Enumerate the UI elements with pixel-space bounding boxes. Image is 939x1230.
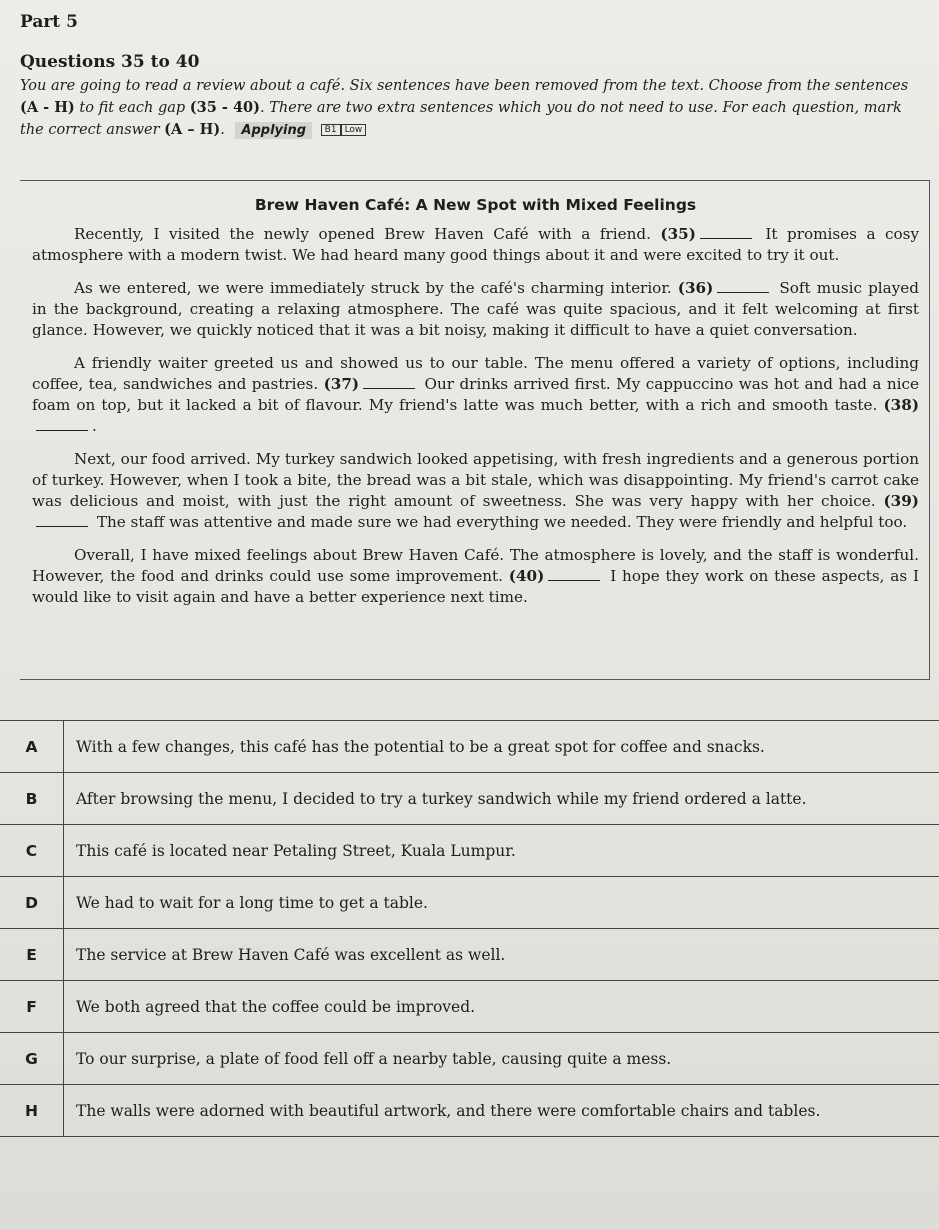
instructions: You are going to read a review about a café. Six sentences have been removed from the text. Choose from the sentences (A - H) to fit each gap (35 - 40). There are two extra sentences which you do not need to use. For each question, mark the correct answer (A – H). Applying B1 Low: [20, 78, 909, 138]
option-letter: H: [0, 1085, 64, 1137]
gap-38-blank[interactable]: [36, 429, 88, 431]
p4-text-a: Next, our food arrived. My turkey sandwich looked appetising, with fresh ingredients and a generous portion of turkey. However, when I took a bite, the bread was a bit stale, which was disappointing. My friend's carrot cake was delicious and moist, with just the right amount of sweetness. She was very happy with her choice.: [32, 450, 919, 510]
p2-text-a: As we entered, we were immediately struck by the café's charming interior.: [74, 279, 672, 297]
option-text: We had to wait for a long time to get a table.: [64, 877, 939, 929]
gap-36-blank[interactable]: [717, 291, 769, 293]
article-paragraph-2: [32, 278, 919, 341]
gap-40-label: (40): [508, 567, 545, 585]
part-heading: Part 5: [20, 12, 78, 32]
option-letter: E: [0, 929, 64, 981]
gap-36-label: (36): [677, 279, 714, 297]
option-row[interactable]: [0, 981, 939, 1033]
difficulty-badge: Low: [341, 124, 367, 136]
questions-heading: Questions 35 to 40: [20, 52, 200, 72]
instructions-letter-range: (A - H): [20, 99, 75, 116]
option-row[interactable]: [0, 721, 939, 773]
option-text: To our surprise, a plate of food fell off a nearby table, causing quite a mess.: [64, 1033, 939, 1085]
gap-37-blank[interactable]: [363, 387, 415, 389]
option-letter: A: [0, 721, 64, 773]
option-row[interactable]: [0, 877, 939, 929]
article-box: [20, 180, 930, 680]
option-text: With a few changes, this café has the potential to be a great spot for coffee and snacks.: [64, 721, 939, 773]
gap-35-blank[interactable]: [700, 237, 752, 239]
option-text: The service at Brew Haven Café was excellent as well.: [64, 929, 939, 981]
gap-39-blank[interactable]: [36, 525, 88, 527]
option-letter: B: [0, 773, 64, 825]
p1-text-b: It promises a cosy atmosphere with a modern twist. We had heard many good things about it and were excited to try it out.: [32, 225, 920, 264]
options-table: [0, 720, 939, 1137]
article-paragraph-5: [32, 545, 919, 608]
article-title: Brew Haven Café: A New Spot with Mixed Feelings: [254, 196, 697, 214]
p3-text-a: A friendly waiter greeted us and showed us to our table. The menu offered a variety of options, including coffee, tea, sandwiches and pastries.: [32, 354, 919, 393]
option-letter: C: [0, 825, 64, 877]
p5-text-b: I hope they work on these aspects, as I would like to visit again and have a better experience next time.: [32, 567, 920, 606]
gap-39-label: (39): [883, 492, 919, 510]
p1-text-a: Recently, I visited the newly opened Brew Haven Café with a friend.: [74, 225, 651, 243]
instructions-intro: You are going to read a review about a café. Six sentences have been removed from the text. Choose from the sentences: [20, 78, 909, 94]
option-row[interactable]: [0, 825, 939, 877]
option-text: We both agreed that the coffee could be improved.: [64, 981, 939, 1033]
option-letter: G: [0, 1033, 64, 1085]
instructions-number-range: (35 - 40): [189, 99, 260, 116]
article-paragraph-4: [32, 449, 919, 533]
article-paragraph-3: A friendly waiter greeted us and showed us to our table. The menu offered a variety of options, including coffee, tea, sandwiches and pastries. (37) Our drinks arrived first. My cappuccino was hot and had a nice foam on top, but it lacked a bit of flavour. My friend's latte was much better, with a rich and smooth taste. (38).: [32, 354, 920, 435]
p4-text-b: The staff was attentive and made sure we had everything we needed. They were friendly and helpful too.: [96, 513, 908, 531]
gap-38-label: (38): [883, 396, 920, 414]
gap-37-label: (37): [323, 375, 360, 393]
instructions-extra: . There are two extra sentences which you do not need to use. For each question, mark the correct answer: [20, 100, 902, 138]
p5-text-a: Overall, I have mixed feelings about Brew Haven Café. The atmosphere is lovely, and the staff is wonderful. However, the food and drinks could use some improvement.: [32, 546, 919, 585]
p3-text-b: Our drinks arrived first. My cappuccino was hot and had a nice foam on top, but it lacked a bit of flavour. My friend's latte was much better, with a rich and smooth taste.: [32, 375, 920, 414]
option-text: The walls were adorned with beautiful artwork, and there were comfortable chairs and tables.: [64, 1085, 939, 1137]
option-row[interactable]: [0, 1085, 939, 1137]
gap-35-label: (35): [660, 225, 696, 243]
option-text: This café is located near Petaling Street, Kuala Lumpur.: [64, 825, 939, 877]
option-row[interactable]: [0, 1033, 939, 1085]
option-row[interactable]: [0, 929, 939, 981]
article-paragraph-1: [32, 224, 919, 266]
level-badge: B1: [321, 124, 341, 136]
option-text: After browsing the menu, I decided to try a turkey sandwich while my friend ordered a latte.: [64, 773, 939, 825]
option-letter: F: [0, 981, 64, 1033]
instructions-to-fit: to fit each gap: [79, 100, 186, 116]
option-row[interactable]: [0, 773, 939, 825]
instructions-answer-range: (A – H): [164, 121, 221, 138]
skill-badge: Applying: [235, 122, 312, 139]
p2-text-b: Soft music played in the background, creating a relaxing atmosphere. The café was quite spacious, and it felt welcoming at first glance. However, we quickly noticed that it was a bit noisy, making it difficult to have a quiet conversation.: [32, 279, 920, 339]
option-letter: D: [0, 877, 64, 929]
gap-40-blank[interactable]: [548, 579, 600, 581]
